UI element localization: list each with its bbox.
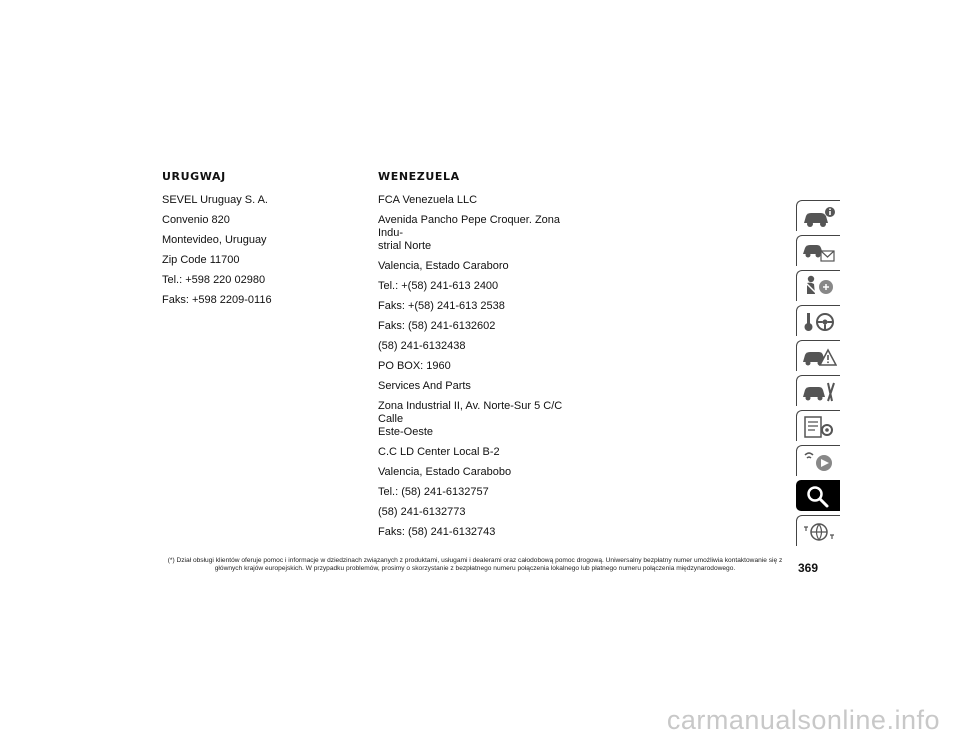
car-warning-icon — [801, 344, 837, 369]
tab-vehicle-info[interactable] — [796, 200, 840, 231]
venezuela-line: PO BOX: 1960 — [378, 360, 451, 372]
languages-icon — [801, 519, 837, 544]
venezuela-line: (58) 241-6132438 — [378, 340, 466, 352]
specifications-icon — [801, 414, 837, 439]
venezuela-line: Faks: (58) 241-6132602 — [378, 320, 496, 332]
seatbelt-airbag-icon — [801, 274, 837, 299]
tab-messages[interactable] — [796, 235, 840, 266]
venezuela-line: Valencia, Estado Carabobo — [378, 466, 512, 478]
tab-multimedia[interactable] — [796, 445, 840, 476]
uruguay-line: Convenio 820 — [162, 214, 230, 226]
venezuela-line: Faks: (58) 241-6132743 — [378, 526, 496, 538]
chapter-tabs — [796, 200, 842, 550]
tab-languages[interactable] — [796, 515, 840, 546]
venezuela-line: C.C LD Center Local B-2 — [378, 446, 500, 458]
uruguay-line: Faks: +598 2209-0116 — [162, 294, 272, 306]
tab-index[interactable] — [796, 480, 840, 511]
tab-emergency[interactable] — [796, 340, 840, 371]
search-icon — [801, 484, 837, 509]
car-tools-icon — [801, 379, 837, 404]
venezuela-line: Avenida Pancho Pepe Croquer. Zona Indu- strial Norte — [378, 214, 561, 252]
venezuela-line: FCA Venezuela LLC — [378, 194, 478, 206]
key-steering-wheel-icon — [801, 309, 837, 334]
uruguay-section — [162, 170, 352, 314]
venezuela-section — [378, 170, 588, 546]
uruguay-line: Zip Code 11700 — [162, 254, 240, 266]
tab-starting-driving[interactable] — [796, 305, 840, 336]
car-mail-icon — [801, 239, 837, 264]
venezuela-line: Zona Industrial II, Av. Norte-Sur 5 C/C Calle Este-Oeste — [378, 400, 563, 438]
uruguay-line: Montevideo, Uruguay — [162, 234, 267, 246]
tab-servicing[interactable] — [796, 375, 840, 406]
tab-safety[interactable] — [796, 270, 840, 301]
venezuela-line: Faks: +(58) 241-613 2538 — [378, 300, 505, 312]
uruguay-line: SEVEL Uruguay S. A. — [162, 194, 268, 206]
car-info-icon — [801, 204, 837, 229]
multimedia-icon — [801, 449, 837, 474]
venezuela-heading: WENEZUELA — [378, 170, 460, 183]
venezuela-line: Tel.: +(58) 241-613 2400 — [378, 280, 499, 292]
page-number: 369 — [798, 561, 819, 575]
tab-technical-data[interactable] — [796, 410, 840, 441]
uruguay-line: Tel.: +598 220 02980 — [162, 274, 266, 286]
footnote: (*) Dział obsługi klientów oferuje pomoc i informacje w dziedzinach związanych z produktami, usługami i dealerami oraz całodobową pomoc drogową. Uniwersalny bezpłatny numer umożliwia kontaktowanie się z głównych krajów europejskich. W przypadku problemów, prosimy o skorzystanie z bezpłatnego numeru połączenia lokalnego lub płatnego numeru połączenia międzynarodowego. — [167, 557, 783, 572]
watermark-text[interactable]: carmanualsonline.info — [666, 705, 940, 735]
venezuela-line: Services And Parts — [378, 380, 471, 392]
venezuela-line: Valencia, Estado Caraboro — [378, 260, 509, 272]
venezuela-line: Tel.: (58) 241-6132757 — [378, 486, 489, 498]
uruguay-heading: URUGWAJ — [162, 170, 226, 183]
venezuela-line: (58) 241-6132773 — [378, 506, 466, 518]
